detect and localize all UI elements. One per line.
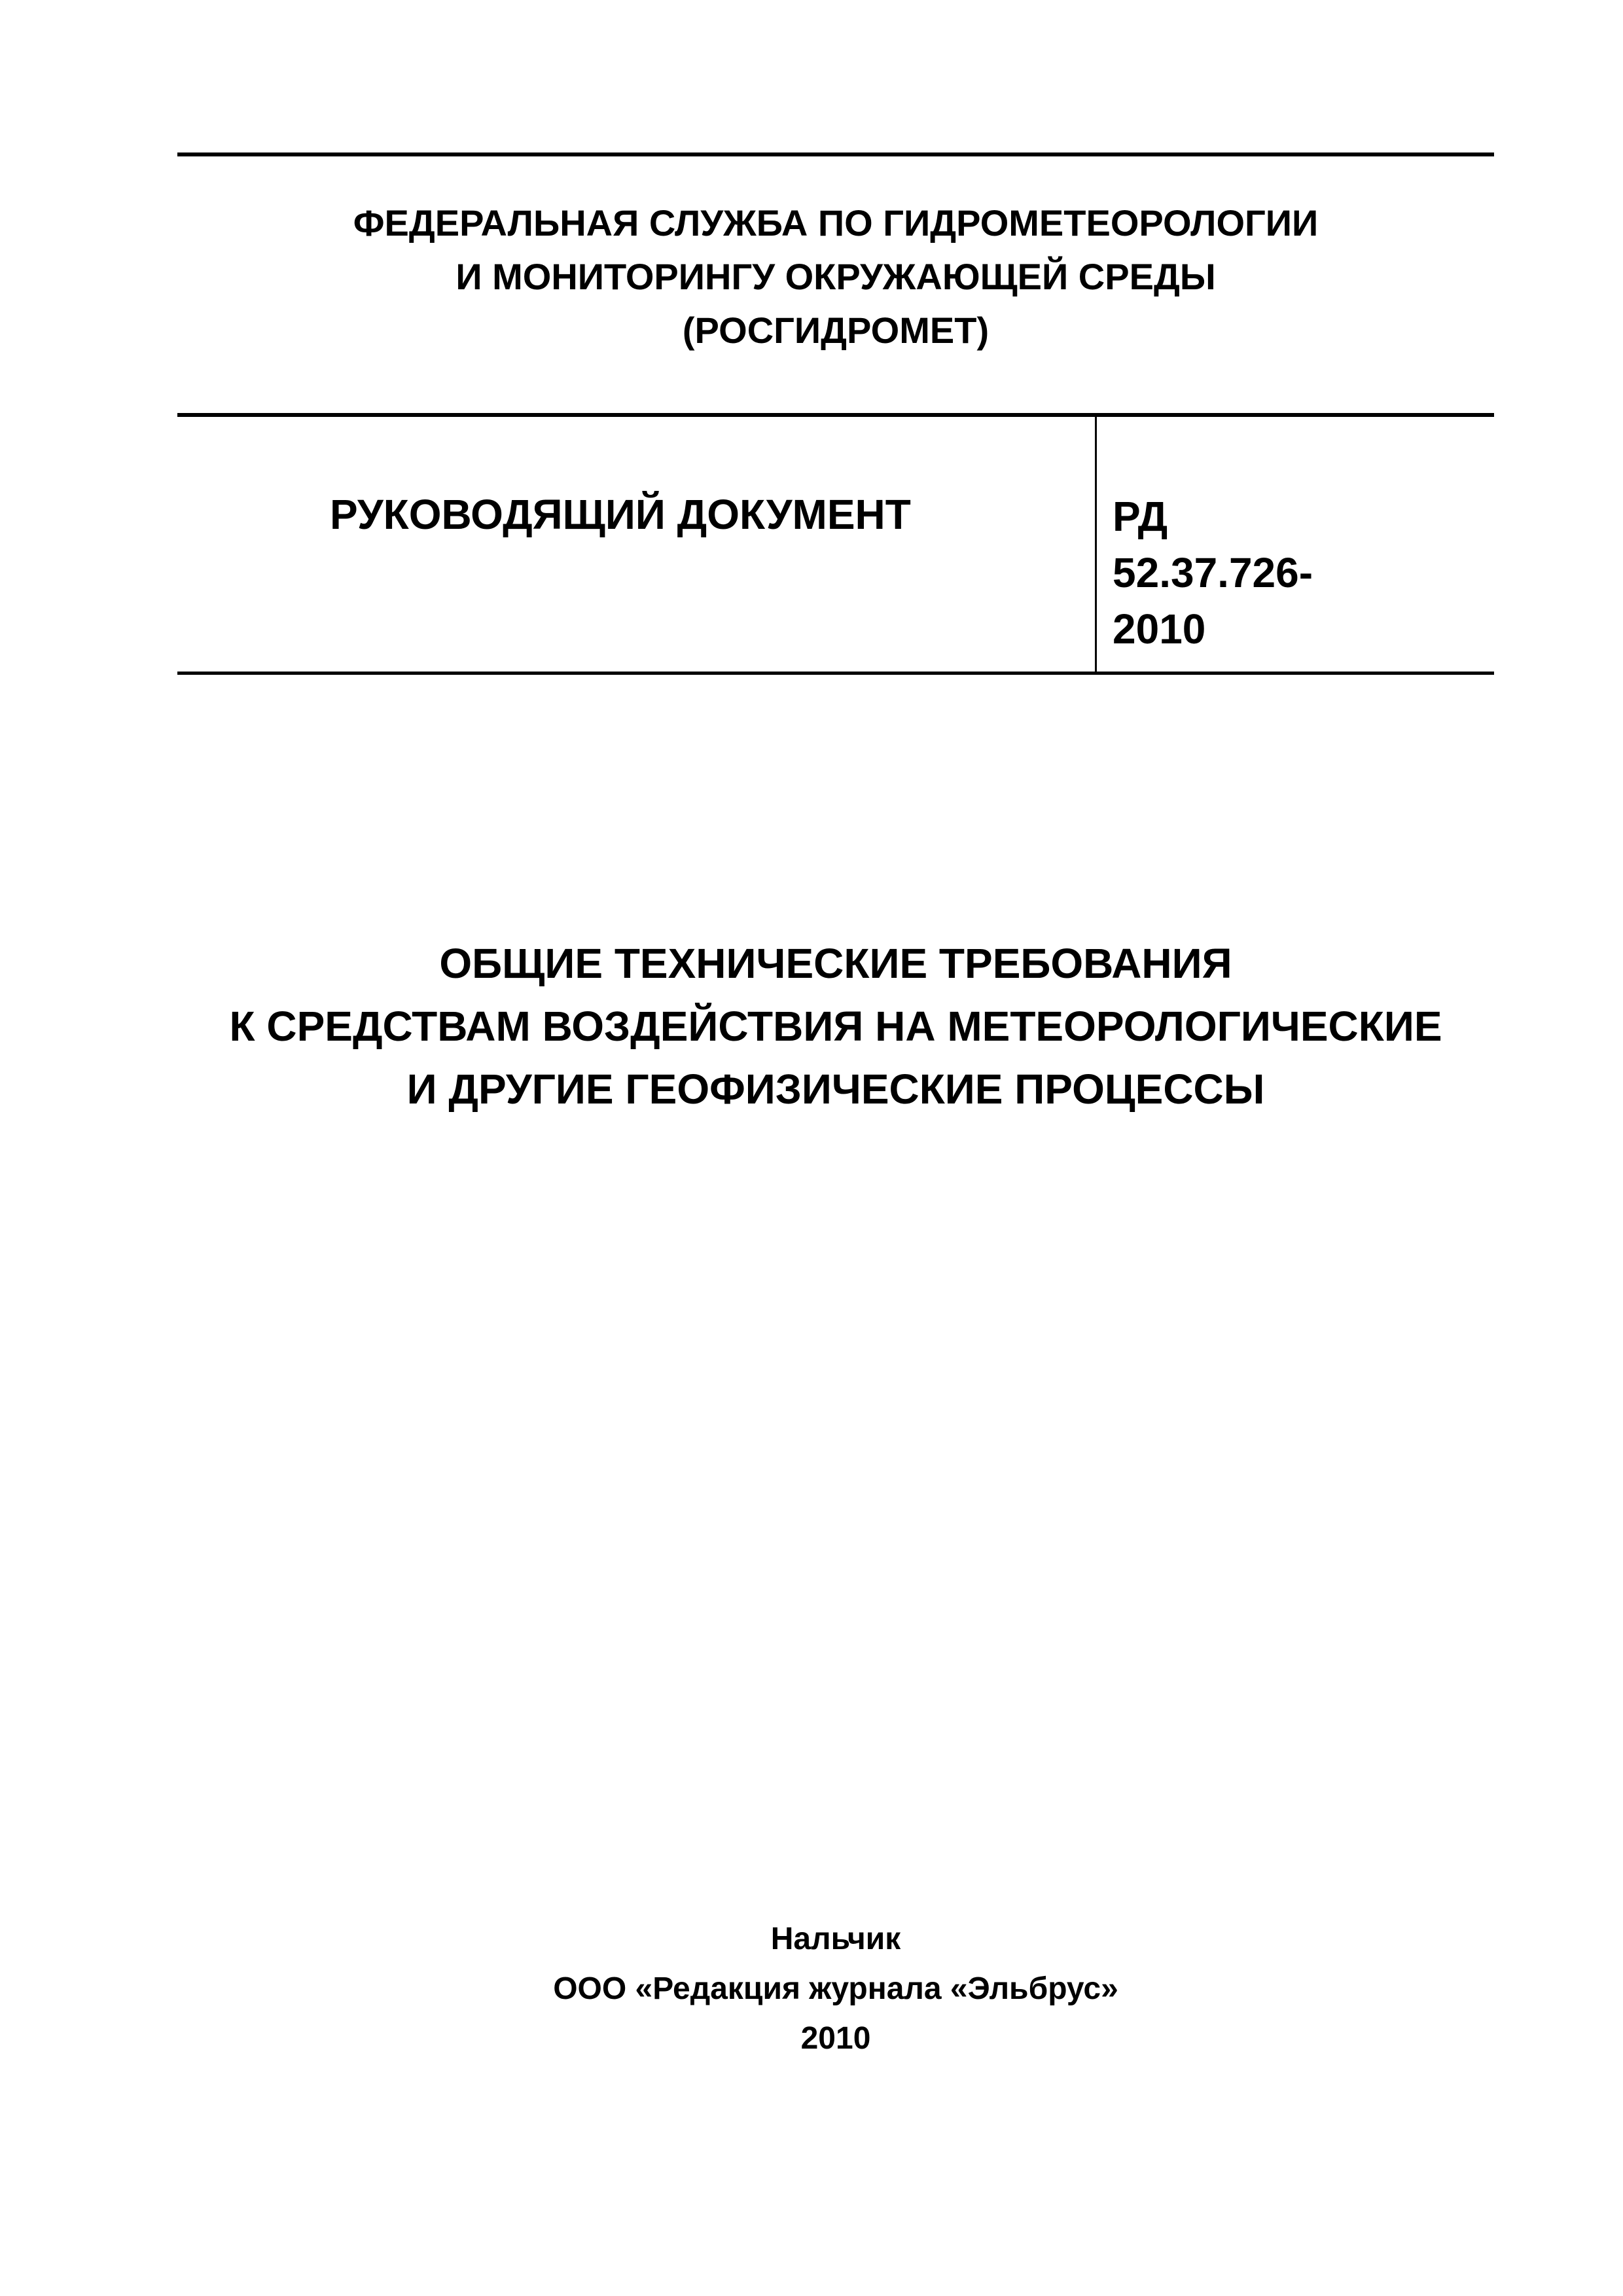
document-title [177,932,1494,1121]
column-divider [1095,415,1097,673]
agency-abbreviation: (РОСГИДРОМЕТ) [682,310,990,351]
document-type: РУКОВОДЯЩИЙ ДОКУМЕНТ [330,491,911,538]
top-rule [177,152,1494,156]
imprint-year: 2010 [800,2021,871,2056]
document-code [1113,488,1313,657]
agency-header [177,196,1494,357]
middle-rule [177,413,1494,417]
bottom-rule [177,672,1494,675]
document-code-line-3: 2010 [1113,605,1206,653]
title-line-2: К СРЕДСТВАМ ВОЗДЕЙСТВИЯ НА МЕТЕОРОЛОГИЧЕСКИЕ [229,1003,1442,1050]
title-line-3: И ДРУГИЕ ГЕОФИЗИЧЕСКИЕ ПРОЦЕССЫ [406,1066,1265,1113]
title-line-1: ОБЩИЕ ТЕХНИЧЕСКИЕ ТРЕБОВАНИЯ [439,940,1232,987]
imprint [177,1914,1494,2064]
document-code-line-1: РД [1113,493,1168,540]
imprint-publisher: ООО «Редакция журнала «Эльбрус» [553,1971,1118,2006]
agency-name-line-1: ФЕДЕРАЛЬНАЯ СЛУЖБА ПО ГИДРОМЕТЕОРОЛОГИИ [353,202,1319,243]
imprint-city: Нальчик [770,1922,901,1956]
document-code-line-2: 52.37.726- [1113,549,1313,596]
agency-name-line-2: И МОНИТОРИНГУ ОКРУЖАЮЩЕЙ СРЕДЫ [455,256,1216,297]
